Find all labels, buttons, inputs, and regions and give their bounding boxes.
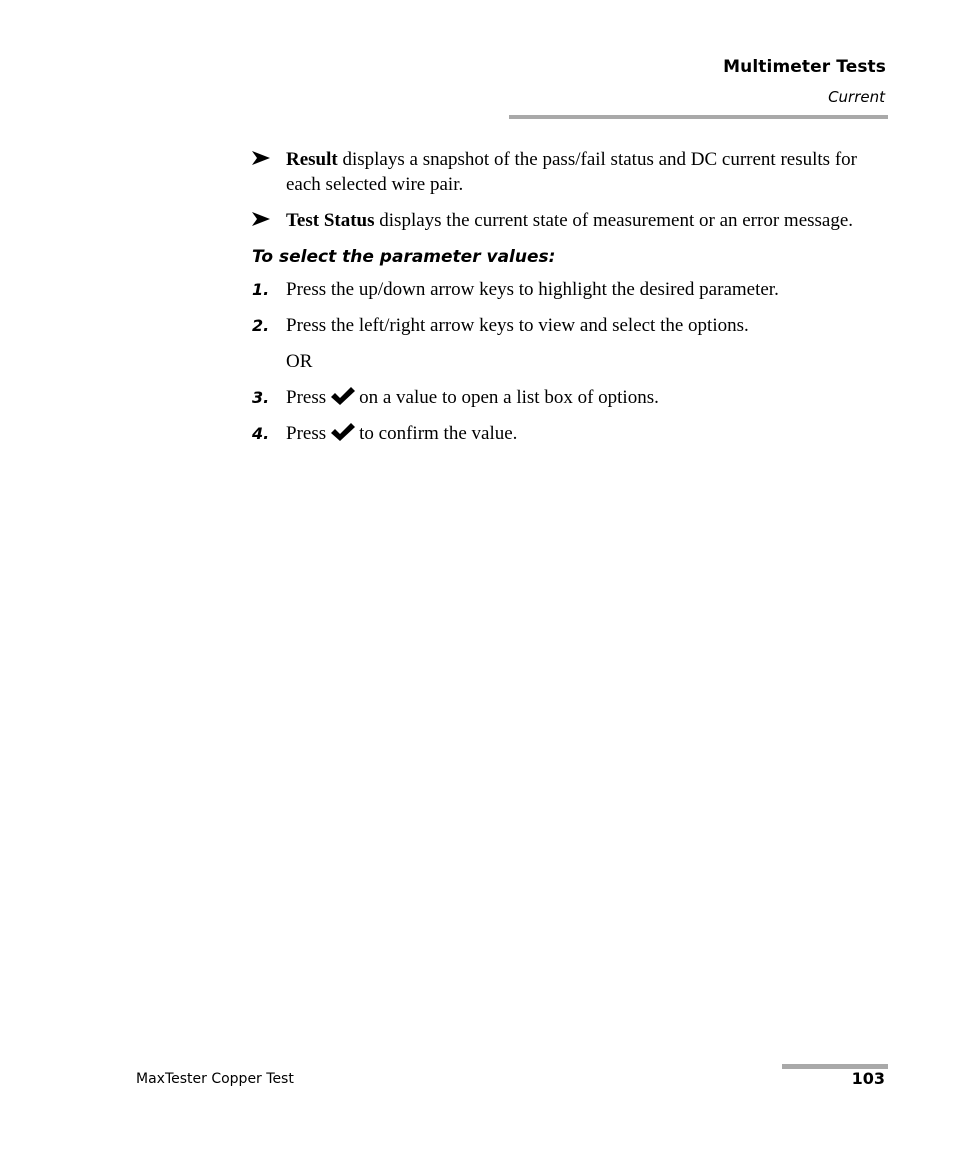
arrowhead-bullet-icon <box>252 211 270 227</box>
main-content <box>252 147 892 457</box>
procedure-heading: To select the parameter values: <box>252 247 556 267</box>
step-text: Press the up/down arrow keys to highlight the desired parameter. <box>286 279 779 300</box>
footer-product-name: MaxTester Copper Test <box>136 1071 294 1087</box>
step-text: Press the left/right arrow keys to view and select the options. <box>286 315 749 336</box>
or-separator: OR <box>286 351 313 372</box>
page-number: 103 <box>851 1069 885 1088</box>
step-1 <box>252 277 892 302</box>
step-2 <box>252 313 892 338</box>
step-number: 4. <box>252 424 270 443</box>
step-number: 3. <box>252 388 270 407</box>
bullet-description: displays the current state of measurement or an error message. <box>374 210 854 231</box>
step-number: 2. <box>252 316 270 335</box>
arrowhead-bullet-icon <box>252 150 270 166</box>
running-header-subtitle: Current <box>828 88 885 106</box>
bullet-term: Test Status <box>286 210 375 231</box>
step-text-post: on a value to open a list box of options. <box>359 387 659 408</box>
bullet-item-result <box>252 147 892 197</box>
checkmark-icon <box>330 386 356 406</box>
step-text-pre: Press <box>286 387 327 408</box>
step-4 <box>252 421 892 446</box>
step-text-post: to confirm the value. <box>359 423 518 444</box>
running-header-title: Multimeter Tests <box>723 57 886 77</box>
bullet-term: Result <box>286 149 338 170</box>
step-number: 1. <box>252 280 270 299</box>
bullet-description: displays a snapshot of the pass/fail status and DC current results for each selected wire pair. <box>286 149 857 195</box>
checkmark-icon <box>330 422 356 442</box>
bullet-item-test-status <box>252 208 892 233</box>
step-text-pre: Press <box>286 423 327 444</box>
header-divider <box>509 115 888 119</box>
step-3 <box>252 385 892 410</box>
